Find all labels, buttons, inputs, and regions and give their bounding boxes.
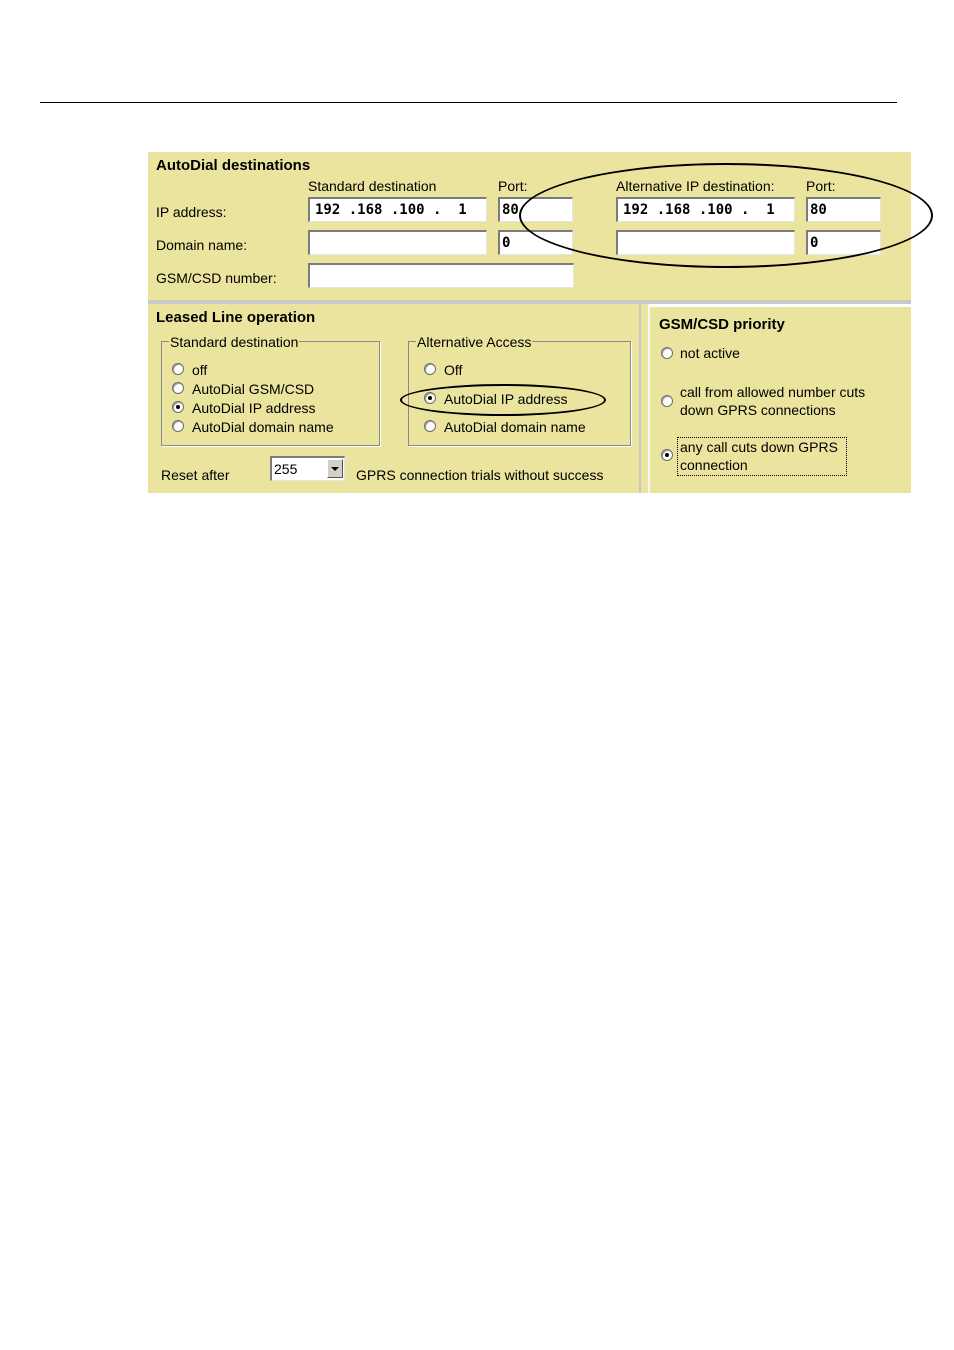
standard-destination-legend: Standard destination (170, 334, 299, 350)
highlight-ellipse-alternative-ip (519, 163, 933, 268)
alternative-access-legend: Alternative Access (417, 334, 532, 350)
alt-option-off-label: Off (444, 362, 463, 378)
gsm-csd-number-label: GSM/CSD number: (156, 270, 277, 286)
alternative-destination-header: Alternative IP destination: (616, 178, 775, 194)
priority-option-any-line1: any call cuts down GPRS (680, 439, 838, 455)
highlight-ellipse-alternative-access (400, 384, 606, 416)
priority-title: GSM/CSD priority (659, 316, 785, 333)
panel-separator-vertical (639, 304, 650, 493)
ip-address-label: IP address: (156, 204, 227, 220)
priority-option-allowed-line2: down GPRS connections (680, 402, 836, 418)
reset-trials-select[interactable] (270, 456, 345, 481)
leased-line-title: Leased Line operation (156, 309, 316, 326)
priority-option-any-line2: connection (680, 457, 748, 473)
priority-radio-allowed-number[interactable] (661, 395, 673, 407)
std-option-off-label: off (192, 362, 208, 378)
standard-domain-input[interactable] (308, 230, 487, 255)
alternative-ip-port-input[interactable]: 80 (806, 197, 881, 222)
page-header-rule (40, 102, 897, 103)
std-radio-autodial-ip[interactable] (172, 401, 184, 413)
alternative-ip-input[interactable]: 192 .168 .100 . 1 (616, 197, 795, 222)
standard-destination-header: Standard destination (308, 178, 437, 194)
alternative-port-header: Port: (806, 178, 836, 194)
priority-radio-not-active[interactable] (661, 347, 673, 359)
reset-suffix-label: GPRS connection trials without success (356, 467, 604, 483)
alt-radio-off[interactable] (424, 363, 436, 375)
alternative-domain-port-input[interactable]: 0 (806, 230, 881, 255)
std-option-domain-label: AutoDial domain name (192, 419, 334, 435)
reset-trials-value: 255 (274, 461, 298, 477)
alt-radio-autodial-domain[interactable] (424, 420, 436, 432)
priority-option-allowed-line1: call from allowed number cuts (680, 384, 866, 400)
domain-name-label: Domain name: (156, 237, 248, 253)
std-radio-off[interactable] (172, 363, 184, 375)
standard-domain-port-input[interactable]: 0 (498, 230, 573, 255)
priority-option-not-active-label: not active (680, 345, 740, 361)
alt-option-ip-label: AutoDial IP address (444, 391, 568, 407)
standard-ip-port-input[interactable]: 80 (498, 197, 573, 222)
standard-ip-input[interactable]: 192 .168 .100 . 1 (308, 197, 487, 222)
std-radio-autodial-domain[interactable] (172, 420, 184, 432)
chevron-down-icon[interactable] (327, 459, 343, 478)
reset-after-label: Reset after (161, 467, 230, 483)
priority-radio-any-call[interactable] (661, 449, 673, 461)
gsm-csd-number-input[interactable] (308, 263, 574, 288)
standard-port-header: Port: (498, 178, 528, 194)
std-option-ip-label: AutoDial IP address (192, 400, 316, 416)
alt-option-domain-label: AutoDial domain name (444, 419, 586, 435)
std-radio-autodial-gsm[interactable] (172, 382, 184, 394)
std-option-gsm-label: AutoDial GSM/CSD (192, 381, 315, 397)
autodial-title: AutoDial destinations (156, 157, 311, 174)
